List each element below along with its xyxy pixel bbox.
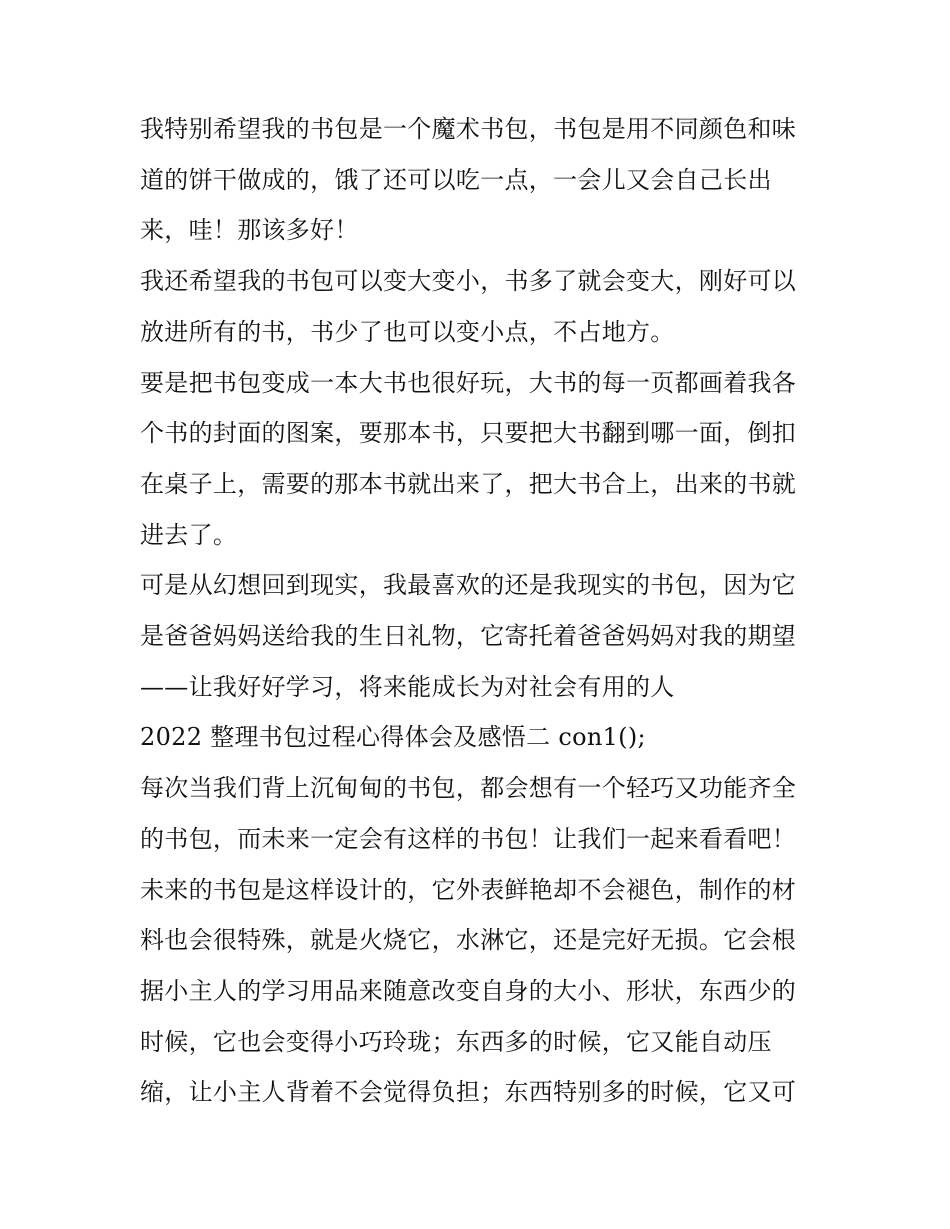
- text-line: 我还希望我的书包可以变大变小，书多了就会变大，刚好可以: [140, 267, 797, 295]
- text-line: 放进所有的书，书少了也可以变小点，不占地方。: [140, 318, 675, 346]
- text-line: 的书包，而未来一定会有这样的书包！让我们一起来看看吧！: [140, 825, 797, 853]
- text-line: 未来的书包是这样设计的，它外表鲜艳却不会褪色，制作的材: [140, 876, 797, 904]
- text-line: 在桌子上，需要的那本书就出来了，把大书合上，出来的书就: [140, 470, 797, 498]
- text-line: 可是从幻想回到现实，我最喜欢的还是我现实的书包，因为它: [140, 571, 797, 599]
- text-line: 来，哇！那该多好！: [140, 216, 359, 244]
- text-line: 要是把书包变成一本大书也很好玩，大书的每一页都画着我各: [140, 369, 797, 397]
- text-line: 是爸爸妈妈送给我的生日礼物，它寄托着爸爸妈妈对我的期望: [140, 622, 797, 650]
- text-line: 每次当我们背上沉甸甸的书包，都会想有一个轻巧又功能齐全: [140, 774, 797, 802]
- text-line: 道的饼干做成的，饿了还可以吃一点，一会儿又会自己长出: [140, 166, 772, 194]
- text-line: ——让我好好学习，将来能成长为对社会有用的人: [140, 673, 675, 701]
- text-line: 时候，它也会变得小巧玲珑；东西多的时候，它又能自动压: [140, 1028, 772, 1056]
- text-line: 进去了。: [140, 521, 238, 549]
- text-line: 据小主人的学习用品来随意改变自身的大小、形状，东西少的: [140, 977, 797, 1005]
- text-line: 个书的封面的图案，要那本书，只要把大书翻到哪一面，倒扣: [140, 419, 797, 447]
- text-line: 缩，让小主人背着不会觉得负担；东西特别多的时候，它又可: [140, 1078, 797, 1106]
- text-line: 我特别希望我的书包是一个魔术书包，书包是用不同颜色和味: [140, 115, 797, 143]
- section-heading: 2022 整理书包过程心得体会及感悟二 con1();: [140, 723, 646, 751]
- text-line: 料也会很特殊，就是火烧它，水淋它，还是完好无损。它会根: [140, 926, 797, 954]
